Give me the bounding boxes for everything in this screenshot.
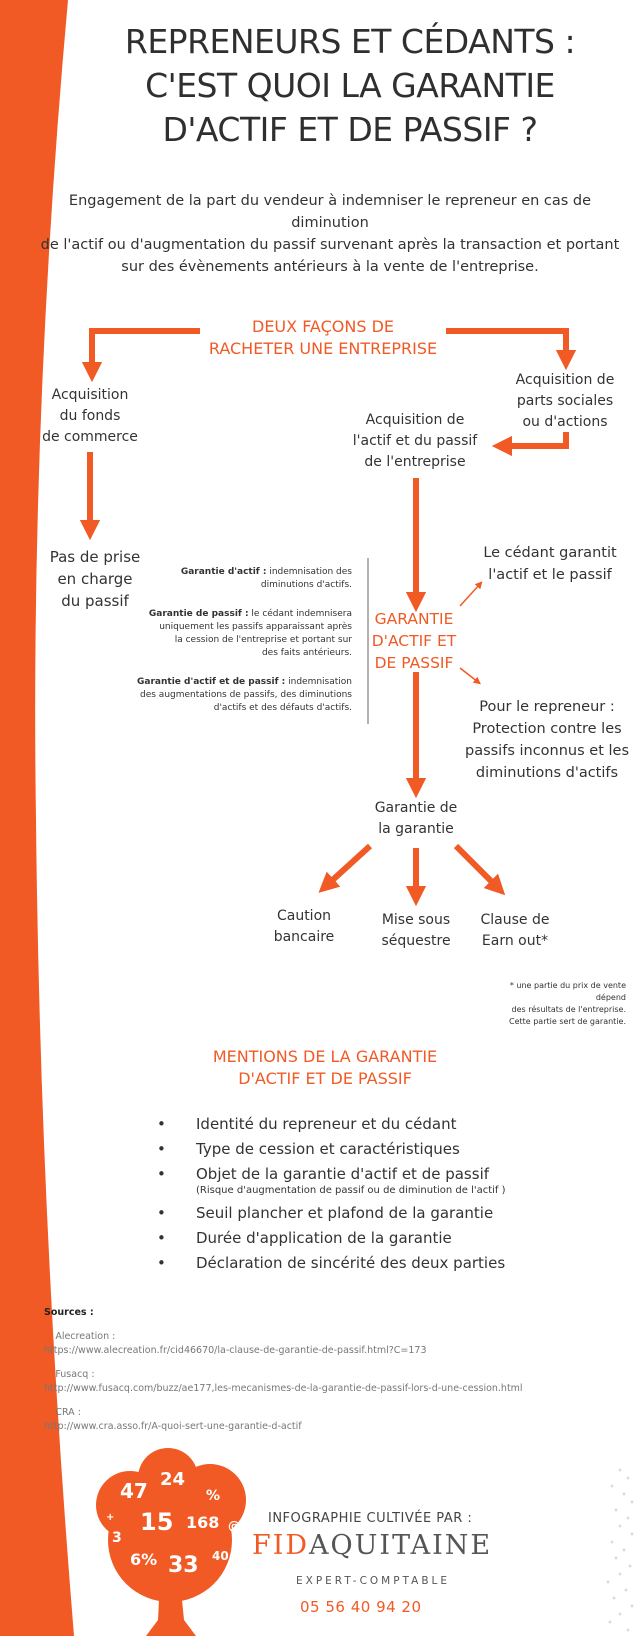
definition-passif	[149, 608, 352, 660]
node-line: Protection contre les	[472, 721, 622, 737]
svg-text:+: +	[106, 1512, 115, 1523]
source-name: Alecreation :	[55, 1331, 116, 1342]
bullet: •	[157, 1140, 166, 1158]
node-garantie-de-la-garantie	[356, 798, 476, 840]
node-line: Pour le repreneur :	[479, 699, 615, 715]
node-acquisition-fonds	[30, 385, 150, 448]
node-acquisition-parts	[500, 370, 630, 433]
node-line: de l'entreprise	[364, 454, 466, 470]
arrow-right-to-middle	[502, 432, 566, 446]
node-line: du fonds	[59, 408, 121, 424]
node-acquisition-actif-passif	[340, 410, 490, 473]
svg-text:33: 33	[168, 1553, 199, 1578]
svg-text:24: 24	[160, 1469, 186, 1490]
footnote-line: des résultats de l'entreprise.	[511, 1005, 626, 1014]
definition-actif	[181, 566, 352, 592]
node-line: Acquisition de	[515, 372, 615, 388]
earn-out-footnote	[478, 980, 626, 1028]
node-caution-bancaire	[262, 906, 346, 948]
source-name: Fusacq :	[55, 1369, 95, 1380]
definition-line: indemnisation des	[266, 567, 352, 577]
node-line: Pas de prise	[49, 548, 141, 566]
mentions-heading-line-1: MENTIONS DE LA GARANTIE	[212, 1047, 438, 1066]
definition-line: diminutions d'actifs.	[260, 580, 352, 590]
node-garantie-center	[364, 608, 464, 674]
source-item	[44, 1406, 604, 1434]
definition-line: indemnisation	[285, 677, 352, 687]
title-line-2: C'EST QUOI LA GARANTIE	[145, 66, 555, 105]
bullet-dot-icon: ●	[44, 1407, 53, 1418]
definition-actif-passif	[137, 676, 352, 715]
intro-line-2: de l'actif ou d'augmentation du passif survenant après la transaction et portant	[40, 237, 620, 253]
list-item-text: Type de cession et caractéristiques	[196, 1140, 460, 1158]
brand-subtitle: EXPERT-COMPTABLE	[296, 1575, 451, 1587]
page-title	[70, 20, 630, 152]
node-mise-sous-sequestre	[372, 910, 460, 952]
list-item	[150, 1251, 570, 1276]
node-line: Le cédant garantit	[483, 545, 617, 561]
brand-logo-text	[252, 1530, 492, 1561]
node-line: du passif	[61, 592, 129, 610]
node-line: Acquisition	[51, 387, 129, 403]
list-item	[150, 1226, 570, 1251]
footnote-line: * une partie du prix de vente dépend	[509, 981, 626, 1002]
definition-term: Garantie d'actif :	[180, 567, 267, 577]
arrow-to-caution	[326, 846, 370, 886]
sources-heading: Sources :	[44, 1307, 94, 1318]
intro-line-1: Engagement de la part du vendeur à indemniser le repreneur en cas de diminution	[68, 193, 592, 231]
node-line: séquestre	[381, 933, 451, 949]
bullet: •	[157, 1229, 166, 1247]
diagram-heading-line-2: RACHETER UNE ENTREPRISE	[208, 339, 438, 358]
list-item	[150, 1112, 570, 1137]
source-link[interactable]: http://www.cra.asso.fr/A-quoi-sert-une-garantie-d-actif	[44, 1421, 302, 1432]
node-earn-out	[470, 910, 560, 952]
node-line: en charge	[57, 570, 133, 588]
bullet: •	[157, 1204, 166, 1222]
list-item	[150, 1137, 570, 1162]
list-item-text: Identité du repreneur et du cédant	[196, 1115, 457, 1133]
list-item-note: (Risque d'augmentation de passif ou de diminution de l'actif )	[196, 1185, 506, 1196]
brand-name-accent: FID	[252, 1530, 310, 1561]
definition-line: le cédant indemnisera	[248, 609, 352, 619]
node-line: passifs inconnus et les	[464, 743, 629, 759]
definition-term: Garantie d'actif et de passif :	[137, 677, 286, 687]
arrow-to-right-box	[446, 331, 566, 360]
node-line: la garantie	[378, 821, 454, 837]
definition-term: Garantie de passif :	[148, 609, 249, 619]
node-line: Clause de	[480, 912, 550, 928]
svg-text:6%: 6%	[130, 1550, 158, 1569]
svg-text:%: %	[206, 1488, 221, 1504]
list-item	[150, 1201, 570, 1226]
svg-text:15: 15	[140, 1508, 174, 1536]
node-pas-de-prise	[40, 546, 150, 612]
footnote-line: Cette partie sert de garantie.	[508, 1017, 626, 1026]
definition-line: des faits antérieurs.	[261, 648, 352, 658]
node-line: Garantie de	[374, 800, 458, 816]
intro-line-3: sur des évènements antérieurs à la vente de l'entreprise.	[121, 259, 539, 275]
intro-text	[40, 190, 620, 278]
svg-text:47: 47	[120, 1479, 148, 1503]
mentions-heading-line-2: D'ACTIF ET DE PASSIF	[238, 1069, 412, 1088]
brand-phone[interactable]: 05 56 40 94 20	[300, 1598, 422, 1616]
node-line: diminutions d'actifs	[475, 765, 619, 781]
diagram-heading	[200, 316, 446, 360]
source-name: CRA :	[55, 1407, 81, 1418]
brand-name-rest: AQUITAINE	[309, 1530, 493, 1561]
source-item	[44, 1368, 604, 1396]
diagram-heading-line-1: DEUX FAÇONS DE	[252, 317, 394, 336]
node-line: Caution	[276, 908, 332, 924]
svg-text:3: 3	[112, 1530, 122, 1546]
bullet: •	[157, 1165, 166, 1183]
mentions-list	[150, 1112, 570, 1276]
svg-text:168: 168	[186, 1513, 220, 1532]
node-pour-le-repreneur	[462, 696, 632, 784]
list-item-text: Déclaration de sincérité des deux parties	[196, 1254, 506, 1272]
list-item-text: Objet de la garantie d'actif et de passif	[196, 1165, 490, 1183]
node-line: l'actif et du passif	[352, 433, 478, 449]
node-line: Earn out*	[481, 933, 549, 949]
definition-line: d'actifs et des défauts d'actifs.	[213, 703, 352, 713]
number-tree-icon	[96, 1448, 246, 1636]
node-line: ou d'actions	[522, 414, 608, 430]
arrow-to-seller	[460, 584, 480, 606]
definition-line: la cession de l'entreprise et portant sur	[174, 635, 352, 645]
bullet-dot-icon: ●	[44, 1369, 53, 1380]
title-line-1: REPRENEURS ET CÉDANTS :	[124, 22, 576, 61]
node-line: Mise sous	[381, 912, 451, 928]
node-line: parts sociales	[516, 393, 614, 409]
list-item-text: Seuil plancher et plafond de la garantie	[196, 1204, 494, 1222]
svg-text:40: 40	[212, 1549, 229, 1563]
bullet: •	[157, 1115, 166, 1133]
dotted-pattern	[607, 1469, 634, 1632]
mentions-heading	[190, 1046, 460, 1090]
brand-tagline: INFOGRAPHIE CULTIVÉE PAR :	[268, 1511, 473, 1526]
node-cedant-garantit	[470, 542, 630, 586]
title-line-3: D'ACTIF ET DE PASSIF ?	[162, 110, 538, 149]
bullet: •	[157, 1254, 166, 1272]
source-item	[44, 1330, 604, 1358]
source-link[interactable]: https://www.alecreation.fr/cid46670/la-clause-de-garantie-de-passif.html?C=173	[44, 1345, 427, 1356]
center-line: GARANTIE	[374, 610, 454, 628]
bullet-dot-icon: ●	[44, 1331, 53, 1342]
center-line: DE PASSIF	[374, 654, 454, 672]
svg-text:@: @	[228, 1519, 240, 1533]
source-link[interactable]: http://www.fusacq.com/buzz/ae177,les-mecanismes-de-la-garantie-de-passif-lors-d-une-cession.html	[44, 1383, 523, 1394]
list-item-text: Durée d'application de la garantie	[196, 1229, 452, 1247]
arrow-to-left-box	[92, 331, 200, 372]
definition-line: uniquement les passifs apparaissant après	[159, 622, 352, 632]
arrow-to-earnout	[456, 846, 498, 888]
center-line: D'ACTIF ET	[371, 632, 457, 650]
sources-section	[44, 1306, 604, 1444]
node-line: de commerce	[42, 429, 138, 445]
node-line: l'actif et le passif	[488, 567, 612, 583]
definition-line: des augmentations de passifs, des diminutions	[140, 690, 352, 700]
node-line: Acquisition de	[365, 412, 465, 428]
node-line: bancaire	[273, 929, 335, 945]
